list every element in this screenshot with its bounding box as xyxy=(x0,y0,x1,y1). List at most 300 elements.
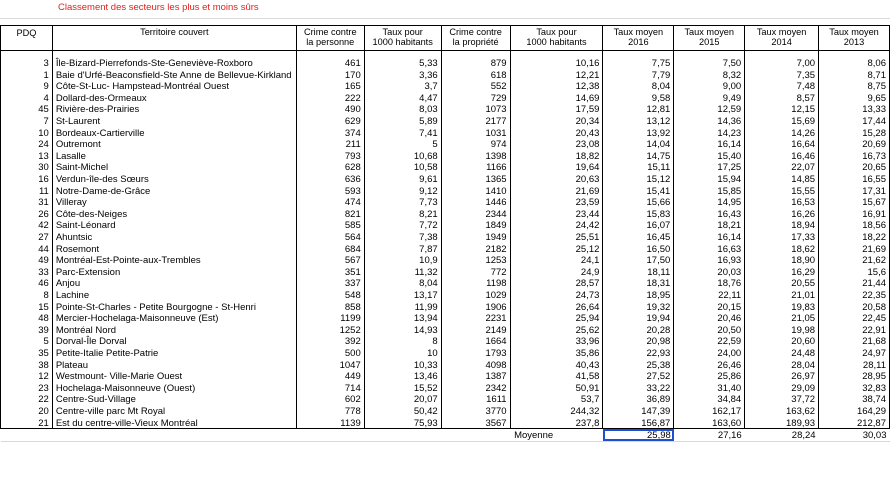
pdq-cell[interactable]: 46 xyxy=(1,277,53,289)
taux-propriete-cell[interactable]: 14,69 xyxy=(510,92,603,104)
crime-personne-cell[interactable]: 564 xyxy=(296,231,364,243)
taux-moyen-2013-cell[interactable]: 8,71 xyxy=(819,69,890,81)
crime-propriete-cell[interactable]: 618 xyxy=(441,69,510,81)
taux-propriete-cell[interactable]: 21,69 xyxy=(510,185,603,197)
crime-personne-cell[interactable]: 629 xyxy=(296,115,364,127)
taux-moyen-2016-cell[interactable]: 13,12 xyxy=(603,115,674,127)
header-taux-moyen-2013[interactable] xyxy=(819,26,890,51)
taux-moyen-2016-cell[interactable]: 19,32 xyxy=(603,300,674,312)
pdq-cell[interactable]: 8 xyxy=(1,289,53,301)
crime-propriete-cell[interactable]: 1410 xyxy=(441,185,510,197)
cell[interactable] xyxy=(296,429,364,442)
crime-propriete-cell[interactable]: 1446 xyxy=(441,196,510,208)
territoire-cell[interactable]: Baie d'Urfé-Beaconsfield-Ste Anne de Bellevue-Kirkland xyxy=(52,69,296,81)
taux-propriete-cell[interactable]: 244,32 xyxy=(510,405,603,417)
taux-moyen-2016-cell[interactable]: 17,50 xyxy=(603,254,674,266)
pdq-cell[interactable]: 1 xyxy=(1,69,53,81)
taux-moyen-2015-cell[interactable]: 16,43 xyxy=(674,208,745,220)
crime-personne-cell[interactable]: 636 xyxy=(296,173,364,185)
taux-moyen-2014-cell[interactable]: 18,62 xyxy=(745,243,819,255)
taux-moyen-2015-cell[interactable]: 16,63 xyxy=(674,243,745,255)
crime-propriete-cell[interactable]: 1398 xyxy=(441,150,510,162)
taux-personne-cell[interactable]: 7,38 xyxy=(364,231,441,243)
pdq-cell[interactable]: 20 xyxy=(1,405,53,417)
taux-personne-cell[interactable]: 11,32 xyxy=(364,266,441,278)
header-taux-moyen-2015[interactable] xyxy=(674,26,745,51)
taux-personne-cell[interactable]: 3,36 xyxy=(364,69,441,81)
territoire-cell[interactable]: Est du centre-ville-Vieux Montréal xyxy=(52,416,296,428)
taux-moyen-2016-cell[interactable]: 13,92 xyxy=(603,127,674,139)
taux-moyen-2015-cell[interactable]: 34,84 xyxy=(674,393,745,405)
territoire-cell[interactable]: Montréal-Est-Pointe-aux-Trembles xyxy=(52,254,296,266)
taux-moyen-2015-cell[interactable]: 14,95 xyxy=(674,196,745,208)
pdq-cell[interactable]: 26 xyxy=(1,208,53,220)
crime-propriete-cell[interactable]: 1611 xyxy=(441,393,510,405)
taux-propriete-cell[interactable]: 17,59 xyxy=(510,103,603,115)
territoire-cell[interactable]: Centre-Sud-Village xyxy=(52,393,296,405)
taux-moyen-2016-cell[interactable]: 18,95 xyxy=(603,289,674,301)
taux-moyen-2014-cell[interactable]: 14,26 xyxy=(745,127,819,139)
taux-moyen-2014-cell[interactable]: 22,07 xyxy=(745,161,819,173)
taux-moyen-2014-cell[interactable]: 19,98 xyxy=(745,324,819,336)
taux-personne-cell[interactable]: 13,17 xyxy=(364,289,441,301)
taux-personne-cell[interactable]: 75,93 xyxy=(364,416,441,428)
taux-moyen-2013-cell[interactable]: 21,44 xyxy=(819,277,890,289)
taux-moyen-2016-cell[interactable]: 16,50 xyxy=(603,243,674,255)
pdq-cell[interactable]: 22 xyxy=(1,393,53,405)
crime-personne-cell[interactable]: 222 xyxy=(296,92,364,104)
territoire-cell[interactable]: Bordeaux-Cartierville xyxy=(52,127,296,139)
taux-moyen-2016-cell[interactable]: 18,31 xyxy=(603,277,674,289)
crime-propriete-cell[interactable]: 1849 xyxy=(441,219,510,231)
crime-propriete-cell[interactable]: 1253 xyxy=(441,254,510,266)
territoire-cell[interactable]: Saint-Michel xyxy=(52,161,296,173)
crime-propriete-cell[interactable]: 1365 xyxy=(441,173,510,185)
crime-personne-cell[interactable]: 337 xyxy=(296,277,364,289)
taux-moyen-2015-cell[interactable]: 12,59 xyxy=(674,103,745,115)
crime-personne-cell[interactable]: 778 xyxy=(296,405,364,417)
taux-moyen-2014-cell[interactable]: 15,69 xyxy=(745,115,819,127)
territoire-cell[interactable]: Côte-St-Luc- Hampstead-Montréal Ouest xyxy=(52,80,296,92)
taux-moyen-2015-cell[interactable]: 25,86 xyxy=(674,370,745,382)
taux-moyen-2015-cell[interactable]: 22,11 xyxy=(674,289,745,301)
taux-personne-cell[interactable]: 5,33 xyxy=(364,57,441,69)
taux-moyen-2013-cell[interactable]: 28,11 xyxy=(819,358,890,370)
taux-moyen-2015-cell[interactable]: 20,15 xyxy=(674,300,745,312)
taux-moyen-2015-cell[interactable]: 31,40 xyxy=(674,382,745,394)
pdq-cell[interactable]: 10 xyxy=(1,127,53,139)
taux-moyen-2014-cell[interactable]: 24,48 xyxy=(745,347,819,359)
taux-propriete-cell[interactable]: 24,42 xyxy=(510,219,603,231)
taux-personne-cell[interactable]: 13,94 xyxy=(364,312,441,324)
crime-personne-cell[interactable]: 548 xyxy=(296,289,364,301)
crime-propriete-cell[interactable]: 2182 xyxy=(441,243,510,255)
crime-personne-cell[interactable]: 628 xyxy=(296,161,364,173)
taux-moyen-2014-cell[interactable]: 7,35 xyxy=(745,69,819,81)
sheet-title[interactable]: Classement des secteurs les plus et moins sûrs xyxy=(58,2,259,13)
taux-moyen-2013-cell[interactable]: 15,6 xyxy=(819,266,890,278)
taux-personne-cell[interactable]: 3,7 xyxy=(364,80,441,92)
taux-propriete-cell[interactable]: 28,57 xyxy=(510,277,603,289)
taux-propriete-cell[interactable]: 26,64 xyxy=(510,300,603,312)
taux-moyen-2015-cell[interactable]: 16,14 xyxy=(674,231,745,243)
taux-moyen-2016-cell[interactable]: 15,41 xyxy=(603,185,674,197)
taux-moyen-2015-cell[interactable]: 18,21 xyxy=(674,219,745,231)
taux-personne-cell[interactable]: 10,33 xyxy=(364,358,441,370)
crime-propriete-cell[interactable]: 1664 xyxy=(441,335,510,347)
taux-moyen-2015-cell[interactable]: 16,93 xyxy=(674,254,745,266)
taux-propriete-cell[interactable]: 40,43 xyxy=(510,358,603,370)
crime-personne-cell[interactable]: 392 xyxy=(296,335,364,347)
crime-propriete-cell[interactable]: 3567 xyxy=(441,416,510,428)
taux-personne-cell[interactable]: 13,46 xyxy=(364,370,441,382)
crime-propriete-cell[interactable]: 1073 xyxy=(441,103,510,115)
taux-moyen-2013-cell[interactable]: 20,58 xyxy=(819,300,890,312)
taux-personne-cell[interactable]: 15,52 xyxy=(364,382,441,394)
taux-personne-cell[interactable]: 20,07 xyxy=(364,393,441,405)
taux-propriete-cell[interactable]: 50,91 xyxy=(510,382,603,394)
taux-moyen-2014-cell[interactable]: 16,29 xyxy=(745,266,819,278)
territoire-cell[interactable]: Montréal Nord xyxy=(52,324,296,336)
territoire-cell[interactable]: Mercier-Hochelaga-Maisonneuve (Est) xyxy=(52,312,296,324)
taux-moyen-2014-cell[interactable]: 29,09 xyxy=(745,382,819,394)
taux-propriete-cell[interactable]: 18,82 xyxy=(510,150,603,162)
taux-personne-cell[interactable]: 7,73 xyxy=(364,196,441,208)
taux-moyen-2015-cell[interactable]: 7,50 xyxy=(674,57,745,69)
taux-moyen-2014-cell[interactable]: 7,48 xyxy=(745,80,819,92)
taux-personne-cell[interactable]: 10 xyxy=(364,347,441,359)
taux-moyen-2016-cell[interactable]: 19,94 xyxy=(603,312,674,324)
pdq-cell[interactable]: 45 xyxy=(1,103,53,115)
pdq-cell[interactable]: 48 xyxy=(1,312,53,324)
taux-moyen-2014-cell[interactable]: 16,53 xyxy=(745,196,819,208)
crime-propriete-cell[interactable]: 1906 xyxy=(441,300,510,312)
crime-propriete-cell[interactable]: 3770 xyxy=(441,405,510,417)
territoire-cell[interactable]: Rosemont xyxy=(52,243,296,255)
taux-moyen-2016-cell[interactable]: 22,93 xyxy=(603,347,674,359)
taux-personne-cell[interactable]: 8,03 xyxy=(364,103,441,115)
taux-moyen-2015-cell[interactable]: 20,50 xyxy=(674,324,745,336)
territoire-cell[interactable]: Verdun-île-des Sœurs xyxy=(52,173,296,185)
crime-personne-cell[interactable]: 593 xyxy=(296,185,364,197)
pdq-cell[interactable]: 16 xyxy=(1,173,53,185)
taux-moyen-2014-cell[interactable]: 15,55 xyxy=(745,185,819,197)
taux-moyen-2013-cell[interactable]: 8,06 xyxy=(819,57,890,69)
cell[interactable] xyxy=(1,429,53,442)
pdq-cell[interactable]: 23 xyxy=(1,382,53,394)
pdq-cell[interactable]: 39 xyxy=(1,324,53,336)
taux-propriete-cell[interactable]: 12,21 xyxy=(510,69,603,81)
territoire-cell[interactable]: Notre-Dame-de-Grâce xyxy=(52,185,296,197)
taux-moyen-2016-cell[interactable]: 33,22 xyxy=(603,382,674,394)
taux-moyen-2013-cell[interactable]: 16,91 xyxy=(819,208,890,220)
taux-moyen-2015-cell[interactable]: 24,00 xyxy=(674,347,745,359)
header-pdq[interactable]: PDQ xyxy=(1,26,53,51)
pdq-cell[interactable]: 3 xyxy=(1,57,53,69)
taux-moyen-2013-cell[interactable]: 32,83 xyxy=(819,382,890,394)
header-taux-personne[interactable] xyxy=(364,26,441,51)
crime-propriete-cell[interactable]: 879 xyxy=(441,57,510,69)
taux-moyen-2013-cell[interactable]: 17,31 xyxy=(819,185,890,197)
taux-propriete-cell[interactable]: 12,38 xyxy=(510,80,603,92)
taux-moyen-2014-cell[interactable]: 16,46 xyxy=(745,150,819,162)
taux-moyen-2015-cell[interactable]: 20,46 xyxy=(674,312,745,324)
crime-personne-cell[interactable]: 1139 xyxy=(296,416,364,428)
taux-moyen-2016-cell[interactable]: 20,28 xyxy=(603,324,674,336)
crime-personne-cell[interactable]: 170 xyxy=(296,69,364,81)
pdq-cell[interactable]: 38 xyxy=(1,358,53,370)
territoire-cell[interactable]: Île-Bizard-Pierrefonds-Ste-Geneviève-Roxboro xyxy=(52,57,296,69)
cell[interactable] xyxy=(52,429,296,442)
territoire-cell[interactable]: Plateau xyxy=(52,358,296,370)
taux-personne-cell[interactable]: 9,61 xyxy=(364,173,441,185)
pdq-cell[interactable]: 31 xyxy=(1,196,53,208)
territoire-cell[interactable]: Hochelaga-Maisonneuve (Ouest) xyxy=(52,382,296,394)
taux-moyen-2014-cell[interactable]: 18,90 xyxy=(745,254,819,266)
taux-propriete-cell[interactable]: 23,08 xyxy=(510,138,603,150)
territoire-cell[interactable]: Saint-Léonard xyxy=(52,219,296,231)
taux-personne-cell[interactable]: 8,21 xyxy=(364,208,441,220)
taux-moyen-2014-cell[interactable]: 18,94 xyxy=(745,219,819,231)
territoire-cell[interactable]: Villeray xyxy=(52,196,296,208)
taux-moyen-2015-cell[interactable]: 22,59 xyxy=(674,335,745,347)
taux-propriete-cell[interactable]: 25,12 xyxy=(510,243,603,255)
header-crime-personne[interactable] xyxy=(296,26,364,51)
taux-propriete-cell[interactable]: 41,58 xyxy=(510,370,603,382)
taux-moyen-2013-cell[interactable]: 9,65 xyxy=(819,92,890,104)
average-2013-cell[interactable]: 30,03 xyxy=(819,429,890,442)
taux-moyen-2016-cell[interactable]: 8,04 xyxy=(603,80,674,92)
taux-moyen-2013-cell[interactable]: 21,62 xyxy=(819,254,890,266)
crime-personne-cell[interactable]: 211 xyxy=(296,138,364,150)
taux-moyen-2014-cell[interactable]: 14,85 xyxy=(745,173,819,185)
taux-moyen-2015-cell[interactable]: 16,14 xyxy=(674,138,745,150)
crime-propriete-cell[interactable]: 1387 xyxy=(441,370,510,382)
pdq-cell[interactable]: 44 xyxy=(1,243,53,255)
taux-moyen-2016-cell[interactable]: 7,79 xyxy=(603,69,674,81)
taux-personne-cell[interactable]: 5 xyxy=(364,138,441,150)
taux-propriete-cell[interactable]: 35,86 xyxy=(510,347,603,359)
header-taux-moyen-2016[interactable] xyxy=(603,26,674,51)
territoire-cell[interactable]: Dorval-Île Dorval xyxy=(52,335,296,347)
crime-propriete-cell[interactable]: 1198 xyxy=(441,277,510,289)
taux-propriete-cell[interactable]: 24,1 xyxy=(510,254,603,266)
taux-personne-cell[interactable]: 9,12 xyxy=(364,185,441,197)
taux-moyen-2016-cell[interactable]: 15,83 xyxy=(603,208,674,220)
average-2014-cell[interactable]: 28,24 xyxy=(745,429,819,442)
territoire-cell[interactable]: Dollard-des-Ormeaux xyxy=(52,92,296,104)
pdq-cell[interactable]: 11 xyxy=(1,185,53,197)
taux-personne-cell[interactable]: 5,89 xyxy=(364,115,441,127)
taux-moyen-2013-cell[interactable]: 13,33 xyxy=(819,103,890,115)
taux-moyen-2014-cell[interactable]: 7,00 xyxy=(745,57,819,69)
crime-propriete-cell[interactable]: 1793 xyxy=(441,347,510,359)
average-label[interactable]: Moyenne xyxy=(510,429,603,442)
taux-propriete-cell[interactable]: 10,16 xyxy=(510,57,603,69)
taux-moyen-2015-cell[interactable]: 162,17 xyxy=(674,405,745,417)
taux-moyen-2016-cell[interactable]: 36,89 xyxy=(603,393,674,405)
taux-propriete-cell[interactable]: 24,73 xyxy=(510,289,603,301)
pdq-cell[interactable]: 42 xyxy=(1,219,53,231)
taux-moyen-2014-cell[interactable]: 26,97 xyxy=(745,370,819,382)
taux-moyen-2013-cell[interactable]: 212,87 xyxy=(819,416,890,428)
taux-propriete-cell[interactable]: 53,7 xyxy=(510,393,603,405)
taux-moyen-2013-cell[interactable]: 24,97 xyxy=(819,347,890,359)
taux-moyen-2016-cell[interactable]: 16,07 xyxy=(603,219,674,231)
taux-moyen-2016-cell[interactable]: 12,81 xyxy=(603,103,674,115)
crime-propriete-cell[interactable]: 1029 xyxy=(441,289,510,301)
taux-moyen-2015-cell[interactable]: 17,25 xyxy=(674,161,745,173)
taux-moyen-2013-cell[interactable]: 21,68 xyxy=(819,335,890,347)
taux-moyen-2015-cell[interactable]: 163,60 xyxy=(674,416,745,428)
header-taux-moyen-2014[interactable] xyxy=(745,26,819,51)
taux-moyen-2013-cell[interactable]: 28,95 xyxy=(819,370,890,382)
taux-moyen-2013-cell[interactable]: 18,56 xyxy=(819,219,890,231)
taux-personne-cell[interactable]: 7,87 xyxy=(364,243,441,255)
taux-moyen-2014-cell[interactable]: 21,01 xyxy=(745,289,819,301)
crime-personne-cell[interactable]: 449 xyxy=(296,370,364,382)
taux-personne-cell[interactable]: 4,47 xyxy=(364,92,441,104)
territoire-cell[interactable]: St-Laurent xyxy=(52,115,296,127)
crime-propriete-cell[interactable]: 1166 xyxy=(441,161,510,173)
territoire-cell[interactable]: Rivière-des-Prairies xyxy=(52,103,296,115)
taux-propriete-cell[interactable]: 20,34 xyxy=(510,115,603,127)
taux-propriete-cell[interactable]: 20,63 xyxy=(510,173,603,185)
pdq-cell[interactable]: 24 xyxy=(1,138,53,150)
pdq-cell[interactable]: 33 xyxy=(1,266,53,278)
taux-moyen-2013-cell[interactable]: 22,35 xyxy=(819,289,890,301)
taux-moyen-2016-cell[interactable]: 25,38 xyxy=(603,358,674,370)
taux-moyen-2016-cell[interactable]: 15,11 xyxy=(603,161,674,173)
taux-propriete-cell[interactable]: 237,8 xyxy=(510,416,603,428)
crime-propriete-cell[interactable]: 2149 xyxy=(441,324,510,336)
taux-moyen-2014-cell[interactable]: 20,55 xyxy=(745,277,819,289)
taux-moyen-2014-cell[interactable]: 189,93 xyxy=(745,416,819,428)
taux-moyen-2014-cell[interactable]: 163,62 xyxy=(745,405,819,417)
taux-personne-cell[interactable]: 8,04 xyxy=(364,277,441,289)
taux-moyen-2016-cell[interactable]: 7,75 xyxy=(603,57,674,69)
cell[interactable] xyxy=(441,429,510,442)
average-2015-cell[interactable]: 27,16 xyxy=(674,429,745,442)
pdq-cell[interactable]: 30 xyxy=(1,161,53,173)
taux-moyen-2013-cell[interactable]: 164,29 xyxy=(819,405,890,417)
taux-moyen-2014-cell[interactable]: 21,05 xyxy=(745,312,819,324)
taux-moyen-2013-cell[interactable]: 21,69 xyxy=(819,243,890,255)
header-territoire[interactable]: Territoire couvert xyxy=(52,26,296,51)
territoire-cell[interactable]: Côte-des-Neiges xyxy=(52,208,296,220)
pdq-cell[interactable]: 35 xyxy=(1,347,53,359)
taux-moyen-2016-cell[interactable]: 9,58 xyxy=(603,92,674,104)
territoire-cell[interactable]: Centre-ville parc Mt Royal xyxy=(52,405,296,417)
crime-propriete-cell[interactable]: 2177 xyxy=(441,115,510,127)
crime-propriete-cell[interactable]: 2231 xyxy=(441,312,510,324)
taux-moyen-2015-cell[interactable]: 8,32 xyxy=(674,69,745,81)
taux-personne-cell[interactable]: 10,9 xyxy=(364,254,441,266)
taux-moyen-2013-cell[interactable]: 8,75 xyxy=(819,80,890,92)
taux-moyen-2014-cell[interactable]: 16,64 xyxy=(745,138,819,150)
crime-personne-cell[interactable]: 461 xyxy=(296,57,364,69)
taux-moyen-2013-cell[interactable]: 15,67 xyxy=(819,196,890,208)
taux-moyen-2016-cell[interactable]: 15,12 xyxy=(603,173,674,185)
territoire-cell[interactable]: Lasalle xyxy=(52,150,296,162)
taux-propriete-cell[interactable]: 23,44 xyxy=(510,208,603,220)
cell[interactable] xyxy=(364,429,441,442)
crime-personne-cell[interactable]: 490 xyxy=(296,103,364,115)
taux-moyen-2013-cell[interactable]: 22,91 xyxy=(819,324,890,336)
crime-personne-cell[interactable]: 602 xyxy=(296,393,364,405)
pdq-cell[interactable]: 15 xyxy=(1,300,53,312)
taux-moyen-2016-cell[interactable]: 18,11 xyxy=(603,266,674,278)
taux-moyen-2016-cell[interactable]: 27,52 xyxy=(603,370,674,382)
taux-moyen-2016-cell[interactable]: 20,98 xyxy=(603,335,674,347)
taux-personne-cell[interactable]: 8 xyxy=(364,335,441,347)
average-2016-cell[interactable]: 25,98 xyxy=(603,429,674,442)
crime-propriete-cell[interactable]: 1949 xyxy=(441,231,510,243)
pdq-cell[interactable]: 4 xyxy=(1,92,53,104)
taux-moyen-2014-cell[interactable]: 19,83 xyxy=(745,300,819,312)
taux-moyen-2015-cell[interactable]: 15,85 xyxy=(674,185,745,197)
taux-moyen-2015-cell[interactable]: 9,00 xyxy=(674,80,745,92)
taux-moyen-2016-cell[interactable]: 147,39 xyxy=(603,405,674,417)
taux-moyen-2015-cell[interactable]: 15,94 xyxy=(674,173,745,185)
crime-personne-cell[interactable]: 351 xyxy=(296,266,364,278)
crime-personne-cell[interactable]: 684 xyxy=(296,243,364,255)
taux-propriete-cell[interactable]: 33,96 xyxy=(510,335,603,347)
taux-propriete-cell[interactable]: 19,64 xyxy=(510,161,603,173)
taux-moyen-2013-cell[interactable]: 38,74 xyxy=(819,393,890,405)
taux-moyen-2013-cell[interactable]: 20,65 xyxy=(819,161,890,173)
taux-moyen-2014-cell[interactable]: 16,26 xyxy=(745,208,819,220)
crime-personne-cell[interactable]: 165 xyxy=(296,80,364,92)
pdq-cell[interactable]: 7 xyxy=(1,115,53,127)
crime-personne-cell[interactable]: 793 xyxy=(296,150,364,162)
taux-personne-cell[interactable]: 50,42 xyxy=(364,405,441,417)
taux-moyen-2014-cell[interactable]: 28,04 xyxy=(745,358,819,370)
taux-moyen-2016-cell[interactable]: 14,75 xyxy=(603,150,674,162)
territoire-cell[interactable]: Outremont xyxy=(52,138,296,150)
taux-moyen-2013-cell[interactable]: 15,28 xyxy=(819,127,890,139)
taux-moyen-2015-cell[interactable]: 18,76 xyxy=(674,277,745,289)
taux-moyen-2014-cell[interactable]: 17,33 xyxy=(745,231,819,243)
territoire-cell[interactable]: Ahuntsic xyxy=(52,231,296,243)
crime-personne-cell[interactable]: 1199 xyxy=(296,312,364,324)
territoire-cell[interactable]: Lachine xyxy=(52,289,296,301)
taux-moyen-2013-cell[interactable]: 22,45 xyxy=(819,312,890,324)
crime-personne-cell[interactable]: 821 xyxy=(296,208,364,220)
crime-personne-cell[interactable]: 474 xyxy=(296,196,364,208)
header-crime-propriete[interactable] xyxy=(441,26,510,51)
taux-propriete-cell[interactable]: 25,94 xyxy=(510,312,603,324)
taux-moyen-2015-cell[interactable]: 14,36 xyxy=(674,115,745,127)
pdq-cell[interactable]: 13 xyxy=(1,150,53,162)
taux-moyen-2016-cell[interactable]: 14,04 xyxy=(603,138,674,150)
taux-propriete-cell[interactable]: 25,51 xyxy=(510,231,603,243)
header-taux-propriete[interactable] xyxy=(510,26,603,51)
crime-propriete-cell[interactable]: 552 xyxy=(441,80,510,92)
pdq-cell[interactable]: 27 xyxy=(1,231,53,243)
taux-moyen-2014-cell[interactable]: 8,57 xyxy=(745,92,819,104)
taux-moyen-2014-cell[interactable]: 12,15 xyxy=(745,103,819,115)
crime-personne-cell[interactable]: 714 xyxy=(296,382,364,394)
crime-personne-cell[interactable]: 1047 xyxy=(296,358,364,370)
taux-propriete-cell[interactable]: 20,43 xyxy=(510,127,603,139)
taux-moyen-2015-cell[interactable]: 15,40 xyxy=(674,150,745,162)
taux-propriete-cell[interactable]: 23,59 xyxy=(510,196,603,208)
taux-moyen-2013-cell[interactable]: 16,55 xyxy=(819,173,890,185)
taux-moyen-2013-cell[interactable]: 16,73 xyxy=(819,150,890,162)
taux-personne-cell[interactable]: 10,58 xyxy=(364,161,441,173)
pdq-cell[interactable]: 49 xyxy=(1,254,53,266)
